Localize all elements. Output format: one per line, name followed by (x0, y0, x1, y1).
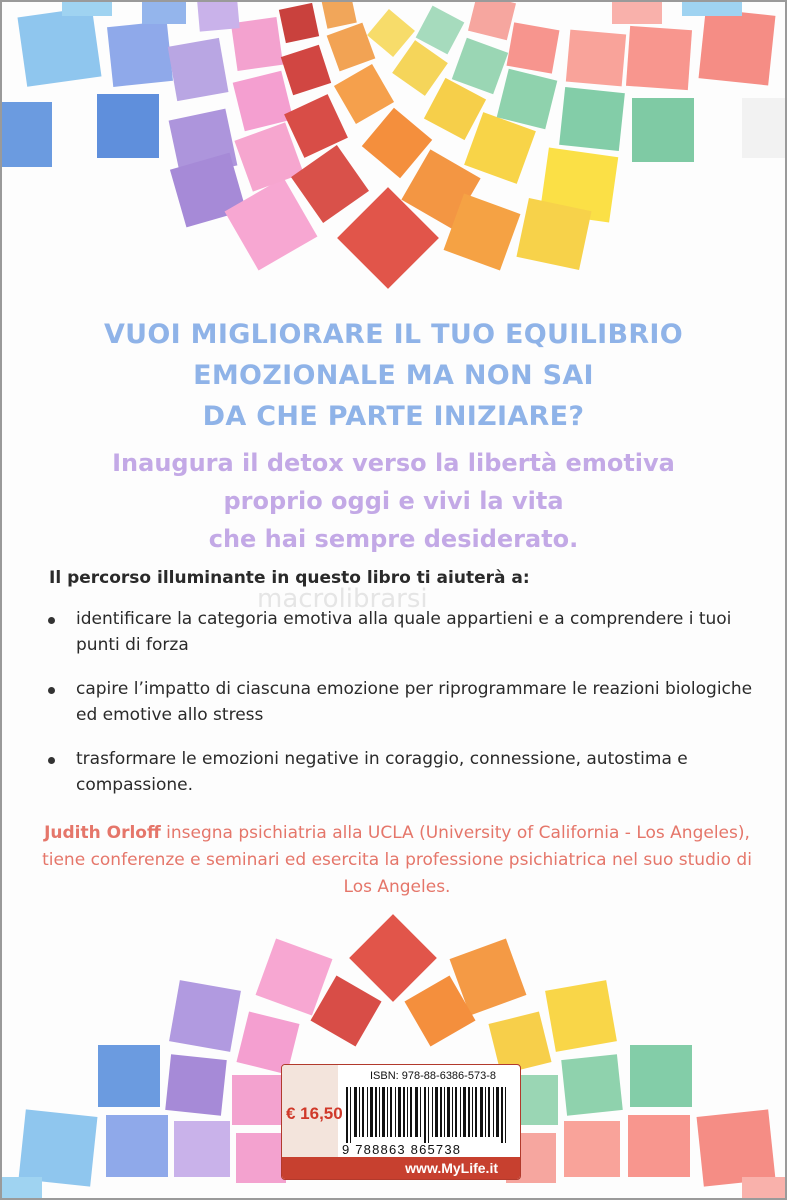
heading-line: DA CHE PARTE INIZIARE? (202, 401, 585, 432)
intro-text: Il percorso illuminante in questo libro ti aiuterà a: (49, 568, 530, 588)
author-bio (42, 820, 752, 901)
bullet-item (46, 676, 766, 728)
publisher-website: www.MyLife.it (405, 1160, 498, 1176)
bullet-dot-icon (48, 617, 55, 624)
top-mosaic-pattern (2, 2, 785, 302)
top-mosaic-svg (2, 2, 785, 302)
author-bio-text: insegna psichiatria alla UCLA (University of California - Los Angeles), tiene conferenze e seminari ed esercita la professione psichiatrica nel suo studio di Los Angeles. (42, 823, 752, 897)
price-text: € 16,50 (286, 1104, 343, 1123)
watermark-text: macrolibrarsi (257, 584, 428, 614)
bullet-text: trasformare le emozioni negative in coraggio, connessione, autostima e compassione. (76, 749, 688, 795)
bullet-text: identificare la categoria emotiva alla quale appartieni e a comprendere i tuoi punti di forza (76, 609, 732, 655)
heading-line: EMOZIONALE MA NON SAI (193, 360, 594, 391)
heading-line: VUOI MIGLIORARE IL TUO EQUILIBRIO (103, 319, 684, 350)
bullet-item (46, 746, 766, 798)
barcode-bars (344, 1087, 514, 1143)
subheading (2, 444, 785, 558)
subheading-line: Inaugura il detox verso la libertà emotiva (112, 449, 675, 477)
subheading-line: proprio oggi e vivi la vita (223, 487, 564, 515)
barcode-digits: 9 788863 865738 (342, 1142, 462, 1157)
bullet-text: capire l’impatto di ciascuna emozione per riprogrammare le reazioni biologiche ed emotive allo stress (76, 679, 753, 725)
barcode-label (281, 1064, 521, 1180)
publisher-website-band (282, 1157, 520, 1179)
isbn-text: ISBN: 978-88-6386-573-8 (370, 1070, 496, 1082)
bullet-list (46, 606, 766, 816)
bullet-item (46, 606, 766, 658)
subheading-line: che hai sempre desiderato. (208, 525, 579, 553)
author-name: Judith Orloff (44, 823, 161, 843)
main-heading (2, 314, 785, 437)
bullet-dot-icon (48, 687, 55, 694)
bullet-dot-icon (48, 757, 55, 764)
